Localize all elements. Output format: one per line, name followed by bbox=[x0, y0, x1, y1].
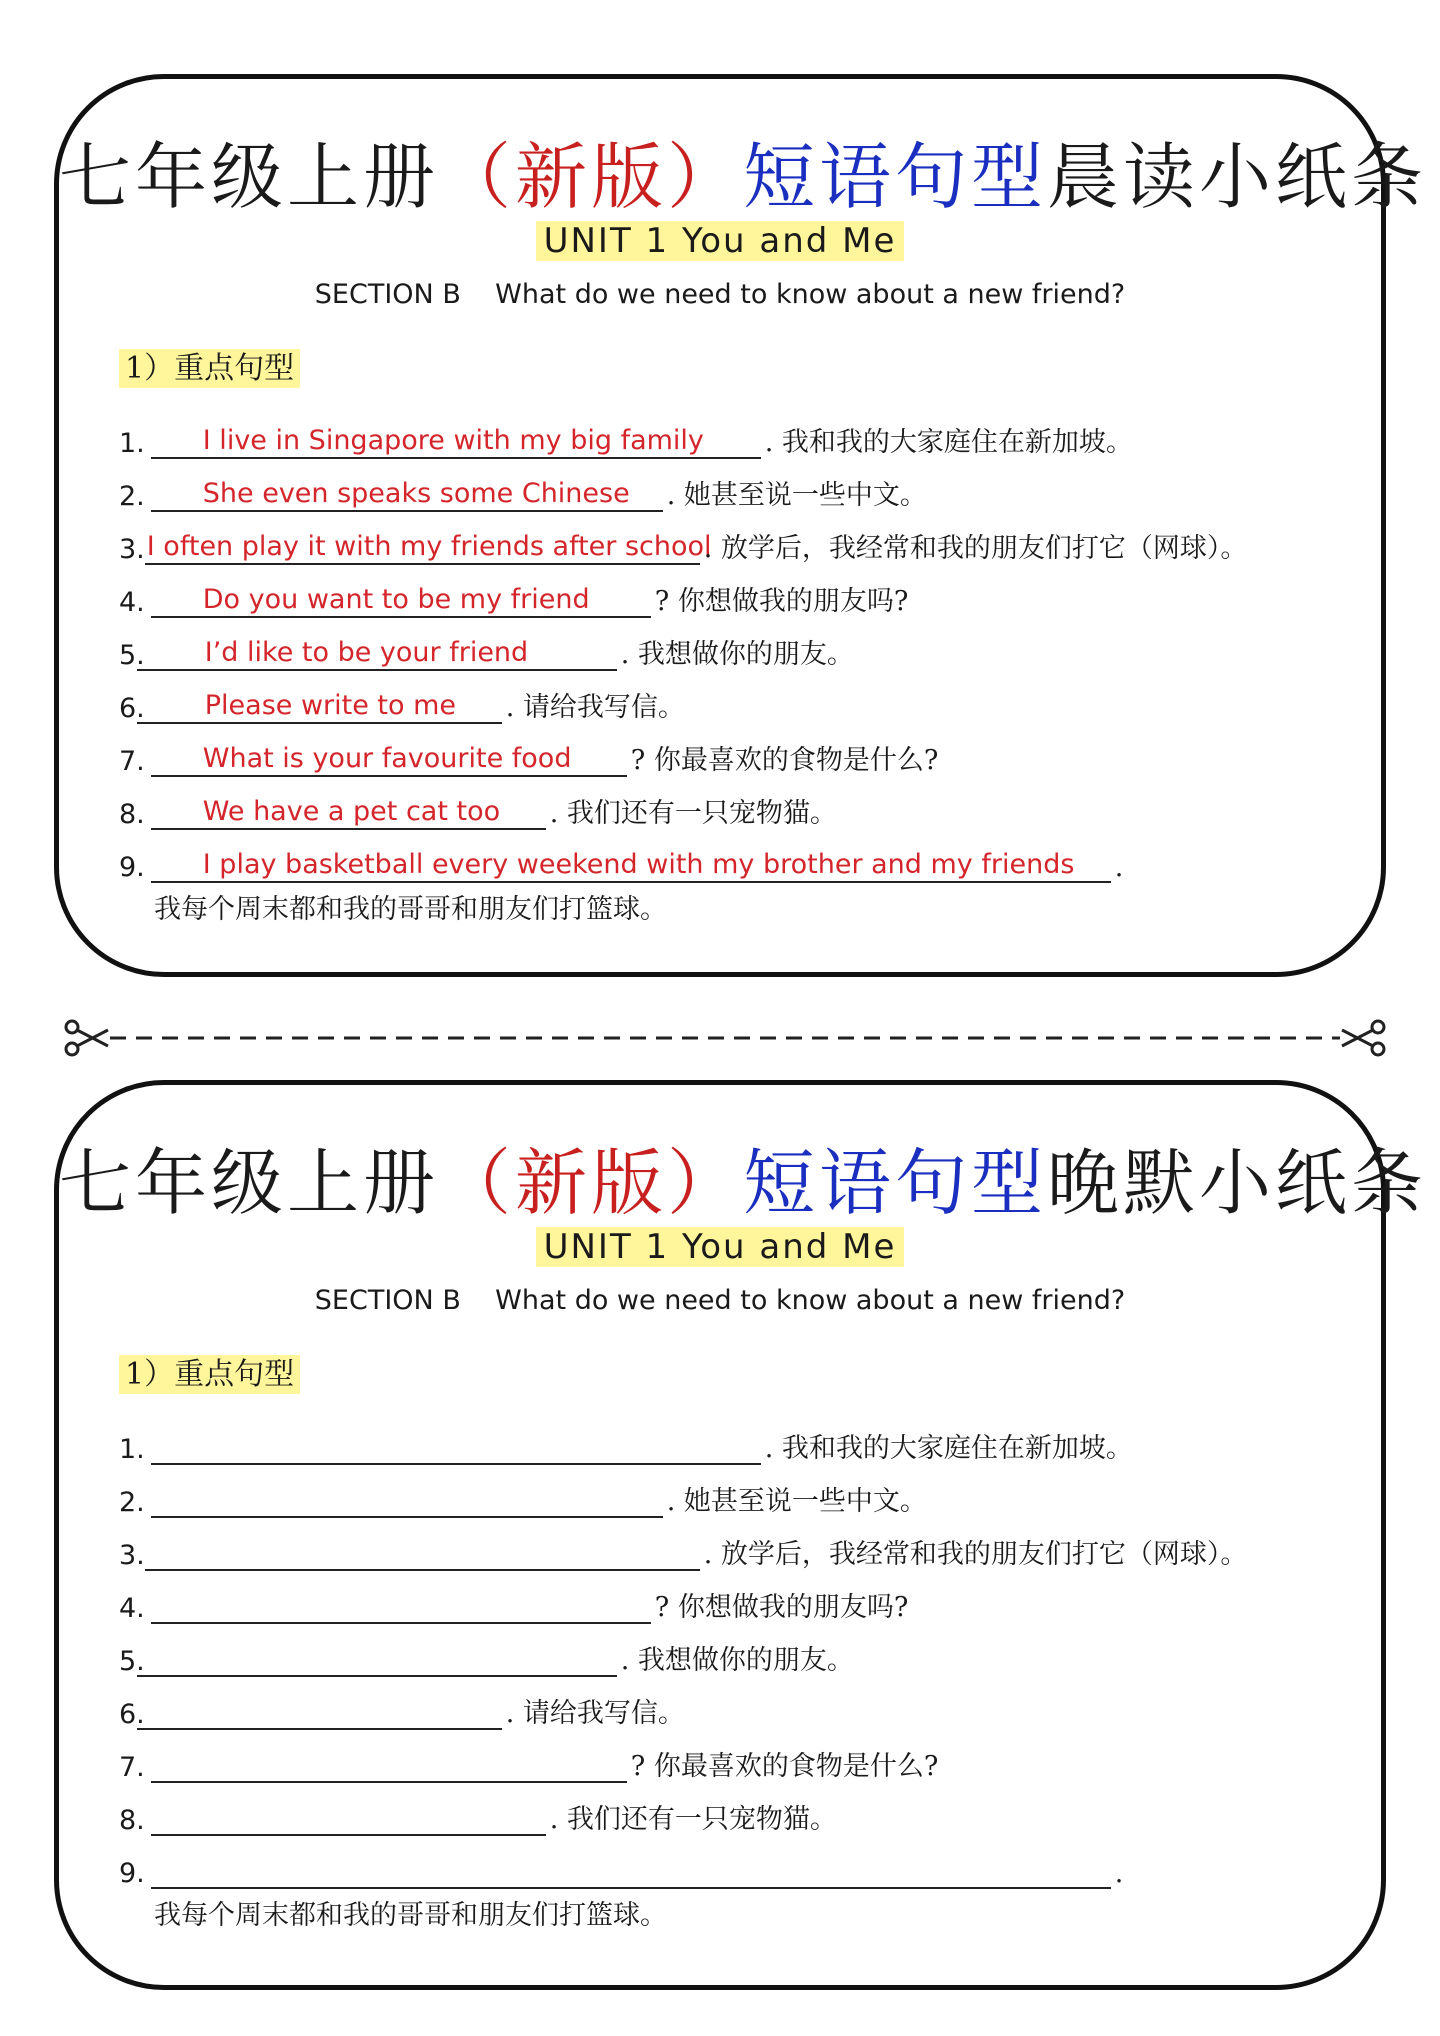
answer-blank[interactable]: I often play it with my friends after school bbox=[145, 529, 700, 565]
answer-blank[interactable] bbox=[151, 1588, 651, 1624]
sentence-item bbox=[119, 1574, 908, 1624]
sentence-item bbox=[119, 1839, 1123, 1889]
title-type: 晚默小纸条 bbox=[1047, 1141, 1428, 1225]
answer-blank[interactable] bbox=[151, 1482, 663, 1518]
answer-blank[interactable] bbox=[151, 1429, 761, 1465]
sentence-item bbox=[119, 833, 1123, 883]
chinese-translation: . bbox=[1114, 1858, 1124, 1889]
title-topic: 短语句型 bbox=[743, 135, 1048, 219]
item-number: 7. bbox=[119, 1752, 145, 1783]
sentence-item bbox=[119, 462, 927, 512]
sentence-item bbox=[119, 1786, 837, 1836]
key-sentences-heading bbox=[119, 1349, 300, 1393]
sentence-item bbox=[119, 621, 854, 671]
chinese-translation: 我每个周末都和我的哥哥和朋友们打篮球。 bbox=[154, 1900, 667, 1931]
title-grade: 七年级上册 bbox=[59, 1141, 440, 1225]
chinese-translation: . 她甚至说一些中文。 bbox=[666, 1486, 927, 1517]
sentence-item bbox=[119, 409, 1133, 459]
sentence-item bbox=[119, 1680, 685, 1730]
sentence-item bbox=[119, 1468, 927, 1518]
answer-blank[interactable] bbox=[145, 1535, 700, 1571]
heading-text: 1）重点句型 bbox=[119, 349, 300, 388]
section-label: SECTION B What do we need to know about a new friend? bbox=[314, 1285, 1126, 1316]
answer-blank[interactable] bbox=[137, 1694, 502, 1730]
answer-blank[interactable] bbox=[137, 1641, 617, 1677]
answer-blank[interactable]: She even speaks some Chinese bbox=[151, 476, 663, 512]
chinese-translation: . 我们还有一只宠物猫。 bbox=[549, 1804, 837, 1835]
sentence-item bbox=[119, 727, 938, 777]
chinese-translation: . 我们还有一只宠物猫。 bbox=[549, 798, 837, 829]
answer-blank[interactable]: I’d like to be your friend bbox=[137, 635, 617, 671]
chinese-translation: 我每个周末都和我的哥哥和朋友们打篮球。 bbox=[154, 894, 667, 925]
answer-blank[interactable]: I live in Singapore with my big family bbox=[151, 423, 761, 459]
item-number: 7. bbox=[119, 746, 145, 777]
item-number: 4. bbox=[119, 587, 145, 618]
item-number: 8. bbox=[119, 799, 145, 830]
title-edition: （新版） bbox=[439, 1141, 744, 1225]
chinese-translation: . 我想做你的朋友。 bbox=[620, 1645, 854, 1676]
item-number: 5. bbox=[119, 1646, 145, 1677]
answer-blank[interactable]: Please write to me bbox=[137, 688, 502, 724]
item-number: 3. bbox=[119, 1540, 145, 1571]
chinese-translation: ? 你最喜欢的食物是什么? bbox=[630, 1751, 939, 1782]
answer-blank[interactable] bbox=[151, 1800, 546, 1836]
item-number: 6. bbox=[119, 1699, 145, 1730]
answer-blank[interactable] bbox=[151, 1747, 627, 1783]
answer-blank[interactable]: What is your favourite food bbox=[151, 741, 627, 777]
unit-text: UNIT 1 You and Me bbox=[536, 1227, 905, 1267]
chinese-translation: . 她甚至说一些中文。 bbox=[666, 480, 927, 511]
scissors-icon bbox=[62, 1018, 110, 1058]
item-number: 1. bbox=[119, 428, 145, 459]
chinese-translation: . 请给我写信。 bbox=[505, 692, 685, 723]
chinese-translation: ? 你想做我的朋友吗? bbox=[654, 1592, 909, 1623]
sentence-item bbox=[119, 1415, 1133, 1465]
cut-line bbox=[62, 1018, 1388, 1058]
unit-text: UNIT 1 You and Me bbox=[536, 221, 905, 261]
chinese-translation: . bbox=[1114, 852, 1124, 883]
chinese-translation: ? 你想做我的朋友吗? bbox=[654, 586, 909, 617]
morning-reading-card bbox=[54, 74, 1428, 977]
item-number: 8. bbox=[119, 1805, 145, 1836]
item-number: 9. bbox=[119, 852, 145, 883]
title-type: 晨读小纸条 bbox=[1047, 135, 1428, 219]
key-sentences-heading bbox=[119, 343, 300, 387]
item-number: 4. bbox=[119, 1593, 145, 1624]
chinese-translation: . 我想做你的朋友。 bbox=[620, 639, 854, 670]
chinese-translation: ? 你最喜欢的食物是什么? bbox=[630, 745, 939, 776]
answer-blank[interactable] bbox=[151, 1853, 1111, 1889]
card-title bbox=[59, 1125, 1428, 1229]
answer-blank[interactable]: We have a pet cat too bbox=[151, 794, 546, 830]
item-number: 3. bbox=[119, 534, 145, 565]
title-grade: 七年级上册 bbox=[59, 135, 440, 219]
sentence-item bbox=[119, 515, 1247, 565]
dashed-divider bbox=[62, 1018, 1388, 1058]
section-label: SECTION B What do we need to know about a new friend? bbox=[314, 279, 1126, 310]
card-title bbox=[59, 119, 1428, 223]
chinese-translation: . 放学后，我经常和我的朋友们打它（网球）。 bbox=[703, 1539, 1248, 1570]
item-number: 2. bbox=[119, 1487, 145, 1518]
sentence-item bbox=[119, 1627, 854, 1677]
evening-dictation-card bbox=[54, 1080, 1428, 1990]
sentence-item bbox=[119, 1521, 1247, 1571]
item-number: 1. bbox=[119, 1434, 145, 1465]
sentence-item bbox=[119, 568, 908, 618]
unit-label bbox=[59, 1227, 1381, 1267]
chinese-translation: . 我和我的大家庭住在新加坡。 bbox=[764, 1433, 1133, 1464]
sentence-item bbox=[119, 674, 685, 724]
title-edition: （新版） bbox=[439, 135, 744, 219]
item-number: 6. bbox=[119, 693, 145, 724]
sentence-item bbox=[119, 1733, 938, 1783]
item-number: 5. bbox=[119, 640, 145, 671]
item-number: 2. bbox=[119, 481, 145, 512]
chinese-translation: . 请给我写信。 bbox=[505, 1698, 685, 1729]
answer-blank[interactable]: I play basketball every weekend with my brother and my friends bbox=[151, 847, 1111, 883]
answer-blank[interactable]: Do you want to be my friend bbox=[151, 582, 651, 618]
chinese-translation: . 放学后，我经常和我的朋友们打它（网球）。 bbox=[703, 533, 1248, 564]
sentence-item bbox=[119, 780, 837, 830]
heading-text: 1）重点句型 bbox=[119, 1355, 300, 1394]
chinese-translation: . 我和我的大家庭住在新加坡。 bbox=[764, 427, 1133, 458]
unit-label bbox=[59, 221, 1381, 261]
scissors-icon bbox=[1340, 1018, 1388, 1058]
title-topic: 短语句型 bbox=[743, 1141, 1048, 1225]
item-number: 9. bbox=[119, 1858, 145, 1889]
